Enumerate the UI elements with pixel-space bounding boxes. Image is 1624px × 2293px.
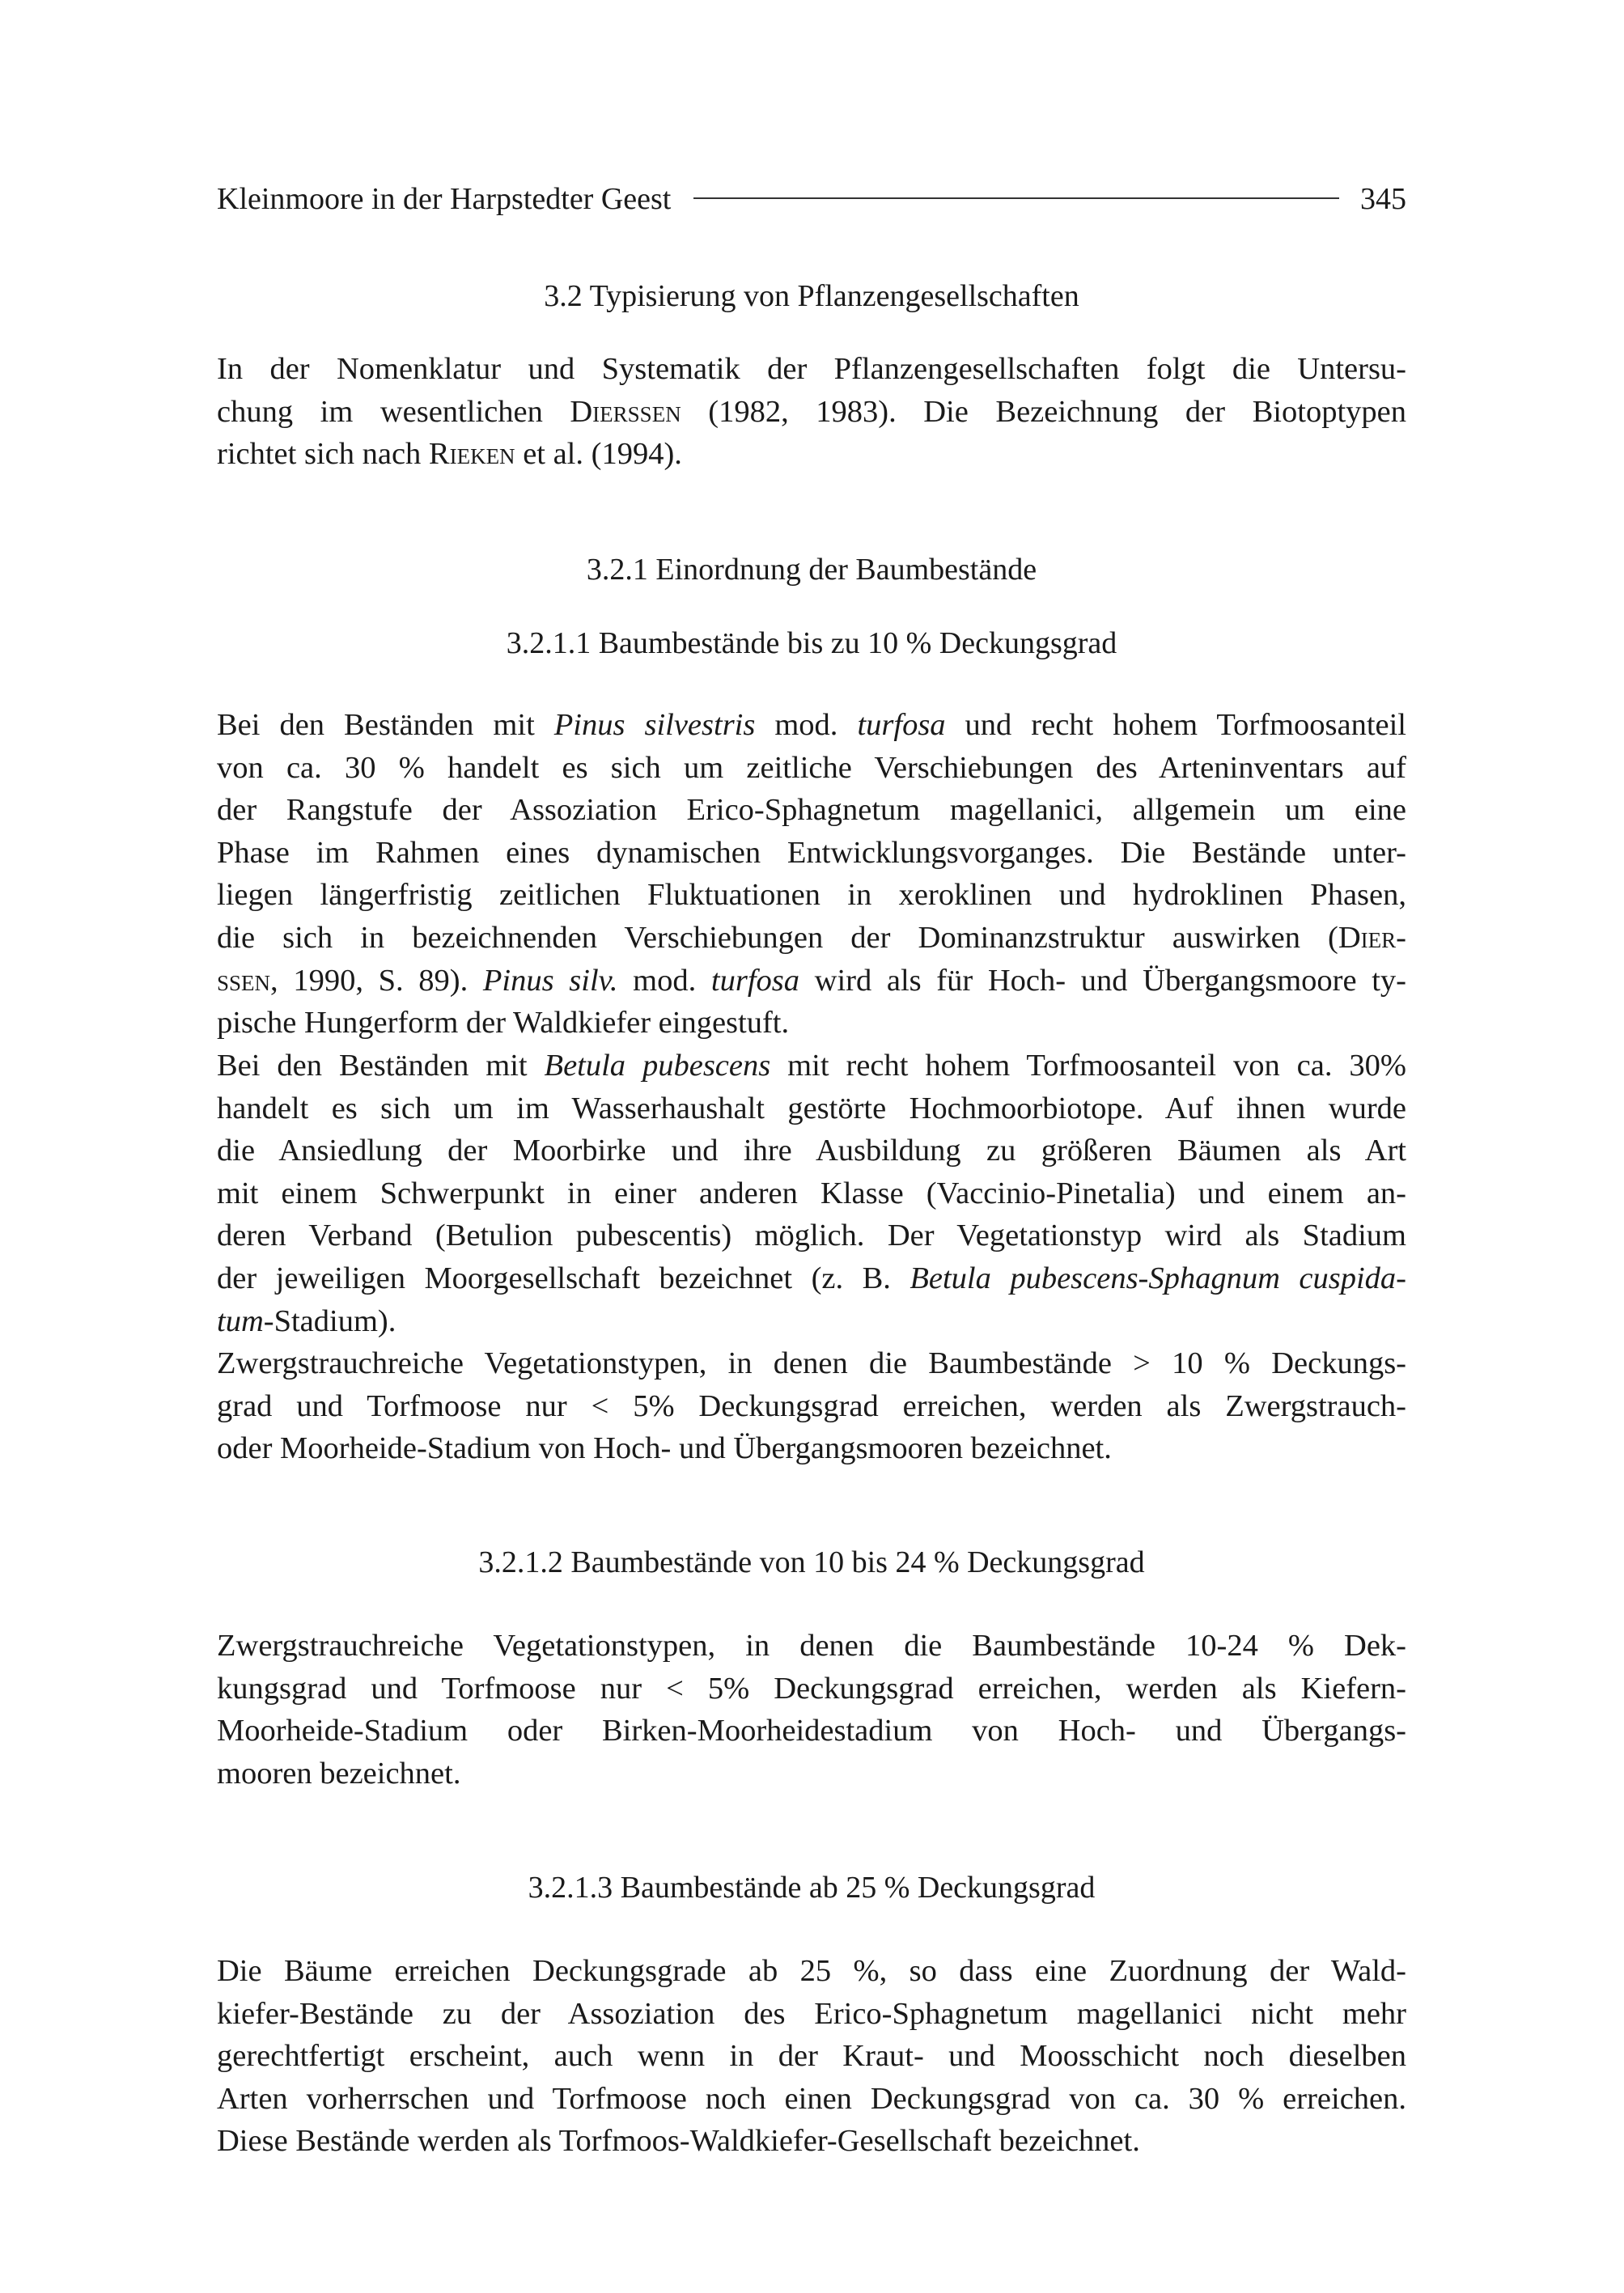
text-line: Moorheide-Stadium oder Birken-Moorheidestadium von Hoch- und Übergangs- <box>217 1714 1406 1748</box>
text-line <box>217 1257 1406 1300</box>
text-line <box>217 433 1406 476</box>
paragraph-kiefern-moorheide <box>217 1625 1406 1795</box>
text-run: und recht hohem Torfmoosanteil <box>945 708 1406 742</box>
page-header <box>217 175 1406 223</box>
text-run: mod. <box>755 708 858 742</box>
text-line: Arten vorherrschen und Torfmoose noch einen Deckungsgrad von ca. 30 % erreichen. <box>217 2081 1406 2116</box>
species-name: Pinus silv. <box>482 963 618 998</box>
section-heading-3-2-1-3: 3.2.1.3 Baumbestände ab 25 % Deckungsgrad <box>528 1871 1096 1905</box>
text-line: mooren bezeichnet. <box>217 1756 461 1791</box>
paragraph-pinus <box>217 704 1406 1045</box>
text-run: Bei den Beständen mit <box>217 708 554 742</box>
section-heading-3-2-1-2: 3.2.1.2 Baumbestände von 10 bis 24 % Deckungsgrad <box>478 1545 1145 1579</box>
species-name: turfosa <box>710 963 799 998</box>
text-line: handelt es sich um im Wasserhaushalt gestörte Hochmoorbiotope. Auf ihnen wurde <box>217 1091 1406 1125</box>
text-run: richtet sich nach <box>217 437 429 472</box>
species-name: turfosa <box>857 708 946 742</box>
text-line <box>217 1300 1406 1343</box>
text-line: deren Verband (Betulion pubescentis) möglich. Der Vegetationstyp wird als Stadium <box>217 1219 1406 1253</box>
text-run: die sich in bezeichnenden Verschiebungen der Dominanzstruktur auswirken ( <box>217 920 1338 955</box>
author-name: ßen <box>217 963 271 998</box>
author-name: Dier- <box>1338 920 1406 955</box>
text-run: wird als für Hoch- und Übergangsmoore ty- <box>799 963 1407 998</box>
text-line: kiefer-Bestände zu der Assoziation des Erico-Sphagnetum magellanici nicht mehr <box>217 1996 1406 2031</box>
paragraph-nomenklatur <box>217 348 1406 476</box>
text-line: mit einem Schwerpunkt in einer anderen Klasse (Vaccinio-Pinetalia) und einem an- <box>217 1176 1406 1210</box>
text-run: , 1990, S. 89). <box>270 963 483 998</box>
text-line: gerechtfertigt erscheint, auch wenn in der Kraut- und Moosschicht noch dieselben <box>217 2039 1406 2074</box>
text-line <box>217 960 1406 1002</box>
text-line: der Rangstufe der Assoziation Erico-Sphagnetum magellanici, allgemein um eine <box>217 793 1406 828</box>
text-line: liegen längerfristig zeitlichen Fluktuationen in xeroklinen und hydroklinen Phasen, <box>217 878 1406 913</box>
text-line <box>217 1045 1406 1087</box>
text-line: kungsgrad und Torfmoose nur < 5% Deckungsgrad erreichen, werden als Kiefern- <box>217 1671 1406 1706</box>
page-number: 345 <box>1360 182 1406 216</box>
section-heading-3-2-1: 3.2.1 Einordnung der Baumbestände <box>586 553 1037 587</box>
text-run: der jeweiligen Moorgesellschaft bezeichnet (z. B. <box>217 1261 910 1295</box>
text-line: pische Hungerform der Waldkiefer eingestuft. <box>217 1006 790 1041</box>
paragraph-zwergstrauch <box>217 1342 1406 1470</box>
text-line: von ca. 30 % handelt es sich um zeitliche Verschiebungen des Arteninventars auf <box>217 750 1406 785</box>
text-line: grad und Torfmoose nur < 5% Deckungsgrad erreichen, werden als Zwergstrauch- <box>217 1388 1406 1423</box>
running-title: Kleinmoore in der Harpstedter Geest <box>217 182 672 216</box>
paragraph-waldkiefer <box>217 1950 1406 2163</box>
text-run: (1982, 1983). Die Bezeichnung der Biotoptypen <box>681 394 1406 429</box>
paragraph-betula <box>217 1045 1406 1342</box>
text-line: die Ansiedlung der Moorbirke und ihre Ausbildung zu größeren Bäumen als Art <box>217 1134 1406 1168</box>
text-run: -Stadium). <box>263 1303 396 1338</box>
text-line: oder Moorheide-Stadium von Hoch- und Übergangsmooren bezeichnet. <box>217 1431 1112 1466</box>
text-line: Zwergstrauchreiche Vegetationstypen, in denen die Baumbestände > 10 % Deckungs- <box>217 1346 1406 1380</box>
text-run: mod. <box>617 963 711 998</box>
author-name: Rieken <box>428 437 515 472</box>
species-name: Pinus silvestris <box>553 708 756 742</box>
text-line <box>217 704 1406 747</box>
text-run: In der Nomenklatur und Systematik der Pflanzengesellschaften folgt die Untersu- <box>217 352 1406 386</box>
text-line <box>217 917 1406 960</box>
species-name: Betula pubescens-Sphagnum cuspida- <box>910 1261 1406 1295</box>
header-rule <box>693 197 1339 199</box>
section-heading-3-2-1-1: 3.2.1.1 Baumbestände bis zu 10 % Deckungsgrad <box>506 626 1117 660</box>
author-name: Dierßen <box>570 394 681 429</box>
text-line: Diese Bestände werden als Torfmoos-Waldkiefer-Gesellschaft bezeichnet. <box>217 2124 1140 2159</box>
text-run: mit recht hohem Torfmoosanteil von ca. 30% <box>770 1049 1407 1083</box>
species-name: tum <box>217 1303 264 1338</box>
text-run: chung im wesentlichen <box>217 394 570 429</box>
text-line: Zwergstrauchreiche Vegetationstypen, in denen die Baumbestände 10-24 % Dek- <box>217 1629 1406 1663</box>
text-run: et al. (1994). <box>515 437 682 472</box>
text-line: Phase im Rahmen eines dynamischen Entwicklungsvorganges. Die Bestände unter- <box>217 835 1406 870</box>
text-line: Die Bäume erreichen Deckungsgrade ab 25 %, so dass eine Zuordnung der Wald- <box>217 1954 1406 1988</box>
text-line <box>217 348 1406 391</box>
text-line <box>217 391 1406 434</box>
section-heading-3-2: 3.2 Typisierung von Pflanzengesellschaften <box>544 279 1079 313</box>
species-name: Betula pubescens <box>544 1049 771 1083</box>
text-run: Bei den Beständen mit <box>217 1049 545 1083</box>
